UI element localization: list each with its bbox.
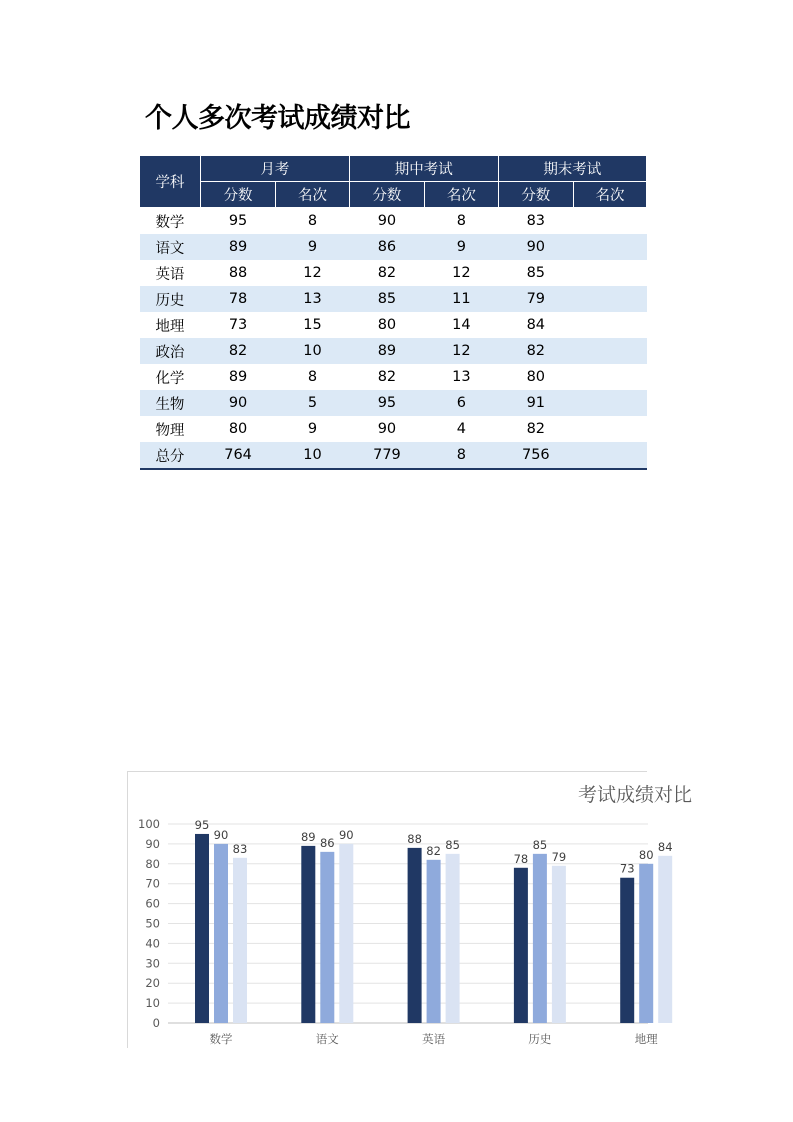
rank-cell: 8 (307, 369, 318, 385)
data-label: 79 (551, 849, 567, 864)
subject-cell: 化学 (155, 370, 185, 387)
rank-cell (573, 338, 646, 364)
table-row (140, 416, 647, 442)
rank-cell: 8 (307, 213, 318, 229)
score-cell: 82 (377, 265, 397, 281)
rank-cell (573, 312, 646, 338)
data-label: 95 (194, 817, 210, 832)
subject-cell: 历史 (140, 286, 201, 312)
x-tick-label: 语文 (315, 1032, 339, 1046)
rank-cell (573, 364, 646, 390)
page-title: 个人多次考试成绩对比 (145, 103, 410, 134)
subject-cell: 语文 (140, 234, 201, 260)
data-label: 90 (338, 827, 354, 842)
total-row (140, 442, 647, 469)
data-label: 85 (532, 837, 548, 852)
bar (446, 854, 460, 1023)
score-table-region (139, 155, 647, 467)
rank-cell: 13 (276, 286, 350, 312)
bar (427, 860, 441, 1023)
score-header: 分数 (200, 182, 275, 208)
data-label: 78 (513, 851, 529, 866)
subject-cell: 生物 (140, 390, 201, 416)
rank-header: 名次 (425, 182, 499, 208)
rank-cell: 5 (276, 390, 350, 416)
data-label: 80 (638, 847, 654, 862)
bar (339, 844, 353, 1023)
data-label: 73 (619, 861, 635, 876)
score-cell: 80 (526, 369, 546, 385)
table-row (140, 260, 647, 286)
score-cell: 78 (200, 286, 275, 312)
rank-cell (573, 208, 646, 235)
rank-cell: 9 (276, 234, 350, 260)
data-label: 82 (426, 843, 441, 858)
score-table (139, 155, 647, 470)
y-tick-label: 70 (145, 876, 160, 891)
subject-cell: 政治 (140, 338, 201, 364)
score-cell: 86 (349, 234, 424, 260)
rank-cell (573, 234, 646, 260)
score-cell: 89 (200, 234, 275, 260)
score-cell: 82 (526, 421, 546, 437)
score-cell: 90 (377, 421, 397, 437)
rank-cell: 10 (276, 338, 350, 364)
score-cell: 89 (349, 338, 424, 364)
bar (195, 834, 209, 1023)
subject-cell: 总分 (140, 442, 201, 469)
rank-cell: 12 (425, 338, 499, 364)
score-header: 分数 (349, 182, 424, 208)
rank-header: 名次 (276, 182, 350, 208)
bar (620, 878, 634, 1023)
score-cell: 95 (349, 390, 424, 416)
table-row (140, 338, 647, 364)
y-tick-label: 40 (145, 936, 160, 951)
rank-header: 名次 (573, 182, 646, 208)
bar (301, 846, 315, 1023)
exam-header-monthly: 月考 (200, 156, 349, 182)
data-label: 83 (232, 841, 248, 856)
y-tick-label: 0 (152, 1016, 160, 1030)
subject-header: 学科 (140, 156, 201, 208)
rank-cell: 14 (452, 317, 471, 333)
bar (552, 866, 566, 1023)
x-tick-label: 地理 (634, 1032, 658, 1046)
score-cell: 85 (526, 265, 546, 281)
table-row (140, 364, 647, 390)
bar (639, 864, 653, 1023)
bar (658, 856, 672, 1023)
score-cell: 80 (228, 421, 248, 437)
data-label: 85 (445, 837, 460, 852)
bar (320, 852, 334, 1023)
score-cell: 82 (200, 338, 275, 364)
exam-header-final: 期末考试 (498, 156, 646, 182)
subject-cell: 英语 (155, 266, 185, 283)
rank-cell: 11 (425, 286, 499, 312)
score-cell: 779 (349, 442, 424, 469)
bar (233, 858, 247, 1023)
data-label: 86 (319, 835, 335, 850)
x-tick-label: 历史 (528, 1032, 552, 1046)
score-cell: 90 (498, 234, 573, 260)
rank-cell (573, 416, 646, 442)
score-cell: 756 (498, 442, 573, 469)
table-row (140, 286, 647, 312)
data-label: 88 (407, 831, 422, 846)
rank-cell (573, 442, 646, 469)
rank-cell: 8 (456, 213, 466, 229)
rank-cell: 9 (307, 421, 318, 437)
score-cell: 79 (498, 286, 573, 312)
y-tick-label: 80 (145, 856, 160, 871)
rank-cell (573, 390, 646, 416)
score-chart (127, 771, 693, 1048)
rank-cell: 12 (452, 265, 471, 281)
bar (533, 854, 547, 1023)
score-cell: 90 (377, 213, 397, 229)
subject-cell: 地理 (155, 318, 185, 335)
table-row (140, 234, 647, 260)
y-tick-label: 30 (145, 956, 160, 971)
exam-header-midterm: 期中考试 (349, 156, 498, 182)
rank-cell: 8 (425, 442, 499, 469)
rank-cell: 13 (452, 369, 471, 385)
score-cell: 84 (526, 317, 546, 333)
subject-cell: 数学 (155, 214, 185, 231)
y-tick-label: 90 (145, 836, 160, 851)
bar (408, 848, 422, 1023)
data-label: 89 (300, 829, 316, 844)
y-tick-label: 100 (138, 817, 160, 831)
score-cell: 80 (377, 317, 397, 333)
score-cell: 82 (498, 338, 573, 364)
bar (514, 868, 528, 1023)
x-tick-label: 英语 (422, 1032, 446, 1046)
score-header: 分数 (498, 182, 573, 208)
rank-cell: 15 (303, 317, 322, 333)
score-cell: 85 (349, 286, 424, 312)
score-cell: 95 (228, 213, 248, 229)
rank-cell (573, 286, 646, 312)
table-row (140, 208, 647, 235)
subject-cell: 物理 (155, 422, 185, 439)
score-cell: 73 (228, 317, 248, 333)
score-cell: 764 (200, 442, 275, 469)
data-label: 84 (657, 839, 673, 854)
y-tick-label: 60 (145, 896, 160, 911)
score-cell: 88 (228, 265, 248, 281)
rank-cell: 9 (425, 234, 499, 260)
y-tick-label: 20 (145, 976, 160, 991)
score-cell: 82 (377, 369, 397, 385)
score-cell: 90 (200, 390, 275, 416)
rank-cell: 6 (425, 390, 499, 416)
x-tick-label: 数学 (209, 1032, 233, 1046)
y-tick-label: 50 (145, 916, 160, 931)
score-cell: 83 (526, 213, 546, 229)
table-row (140, 390, 647, 416)
score-cell: 91 (498, 390, 573, 416)
rank-cell: 4 (456, 421, 466, 437)
data-label: 90 (213, 827, 229, 842)
score-chart-svg (128, 772, 693, 1049)
y-tick-label: 10 (145, 996, 160, 1011)
chart-title: 考试成绩对比 (578, 784, 693, 806)
rank-cell: 12 (303, 265, 322, 281)
score-cell: 89 (228, 369, 248, 385)
rank-cell: 10 (276, 442, 350, 469)
bar (214, 844, 228, 1023)
rank-cell (573, 260, 646, 286)
table-row (140, 312, 647, 338)
